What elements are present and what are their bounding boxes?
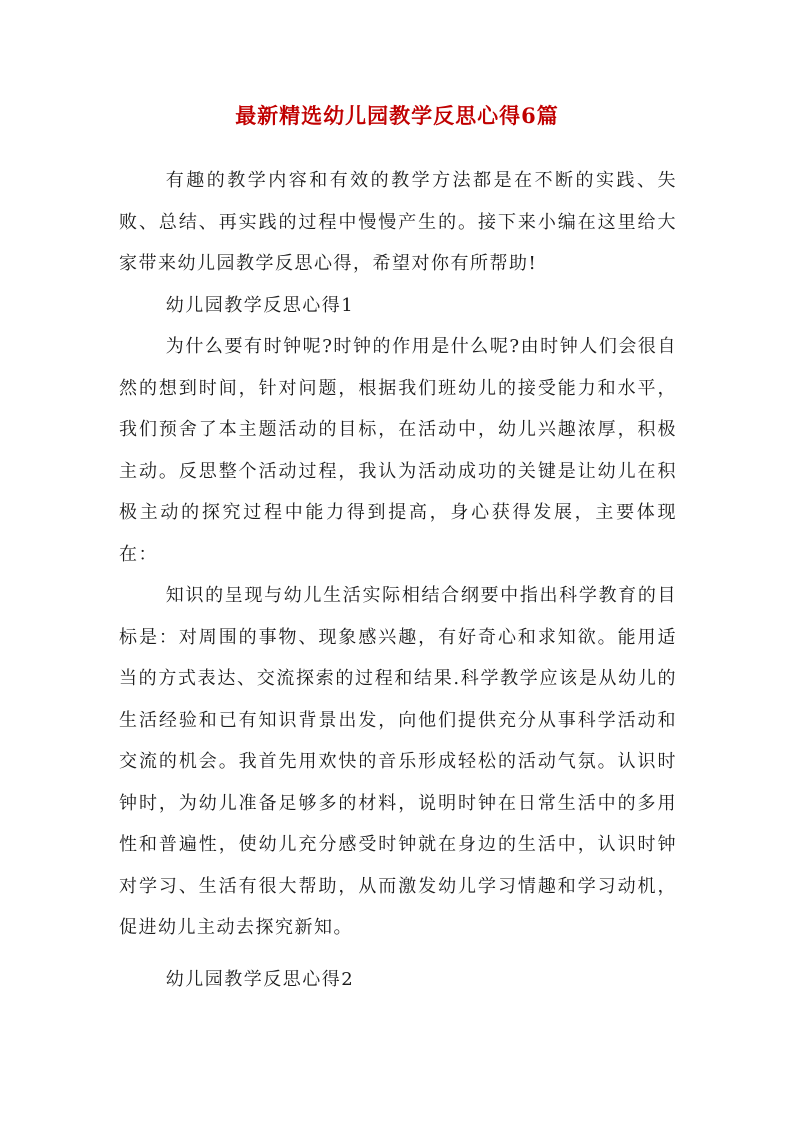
section-1-paragraph-2: 知识的呈现与幼儿生活实际相结合纲要中指出科学教育的目标是：对周围的事物、现象感兴趣，有好奇心和求知欲。能用适当的方式表达、交流探索的过程和结果.科学教学应该是从幼儿的生活经验和已有知识背景出发，向他们提供充分从事科学活动和交流的机会。我首先用欢快的音乐形成轻松的活动气氛。认识时钟时，为幼儿准备足够多的材料，说明时钟在日常生活中的多用性和普遍性，使幼儿充分感受时钟就在身边的生活中，认识时钟对学习、生活有很大帮助，从而激发幼儿学习情趣和学习动机，促进幼儿主动去探究新知。 xyxy=(119,585,677,938)
document-body xyxy=(119,160,677,1000)
section-heading-1: 幼儿园教学反思心得1 xyxy=(165,294,355,316)
section-heading-2: 幼儿园教学反思心得2 xyxy=(165,968,355,990)
intro-paragraph: 有趣的教学内容和有效的教学方法都是在不断的实践、失败、总结、再实践的过程中慢慢产生的。接下来小编在这里给大家带来幼儿园教学反思心得，希望对你有所帮助! xyxy=(119,170,677,274)
section-1-paragraph-1: 为什么要有时钟呢?时钟的作用是什么呢?由时钟人们会很自然的想到时间，针对问题，根据我们班幼儿的接受能力和水平，我们预舍了本主题活动的目标，在活动中，幼儿兴趣浓厚，积极主动。反思整个活动过程，我认为活动成功的关键是让幼儿在积极主动的探究过程中能力得到提高，身心获得发展，主要体现在： xyxy=(119,336,677,565)
document-title: 最新精选幼儿园教学反思心得6篇 xyxy=(235,103,559,128)
